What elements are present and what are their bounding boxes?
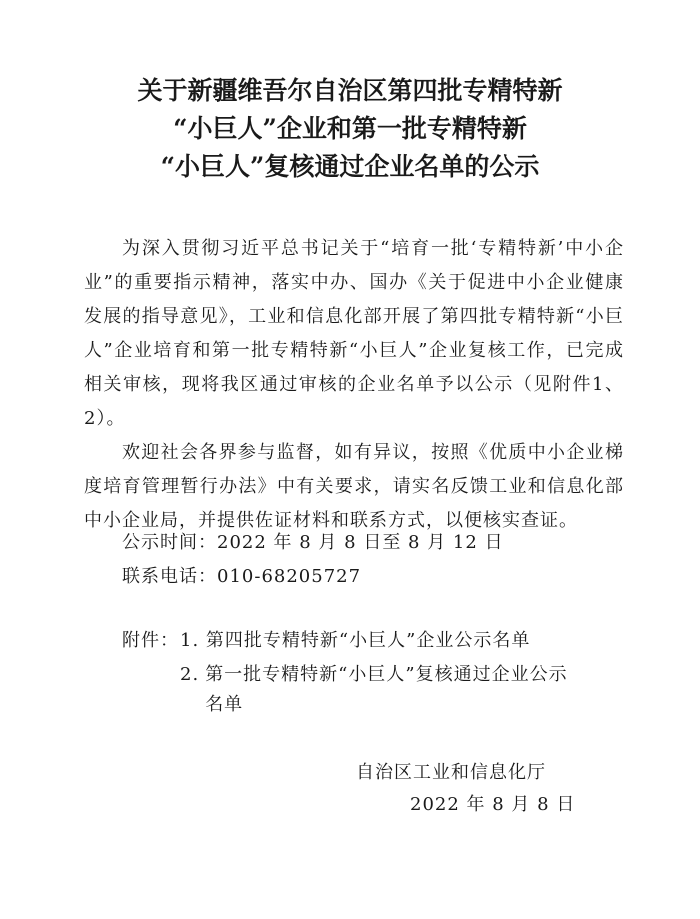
paragraph-2-block bbox=[84, 436, 624, 538]
title-line-2: “小巨人”企业和第一批专精特新 bbox=[173, 114, 527, 143]
notice-time: 公示时间：2022 年 8 月 8 日至 8 月 12 日 bbox=[122, 532, 504, 553]
title-line-3: “小巨人”复核通过企业名单的公示 bbox=[160, 152, 540, 181]
paragraph-1-block bbox=[84, 232, 624, 436]
attachment-item-1 bbox=[180, 626, 530, 656]
document-date: 2022 年 8 月 8 日 bbox=[410, 794, 576, 815]
signer: 自治区工业和信息化厅 bbox=[356, 762, 546, 783]
paragraph-1: 为深入贯彻习近平总书记关于“培育一批‘专精特新’中小企业”的重要指示精神，落实中办、国办《关于促进中小企业健康发展的指导意见》，工业和信息化部开展了第四批专精特新“小巨人”企业培育和第一批专精特新“小巨人”企业复核工作，已完成相关审核，现将我区通过审核的企业名单予以公示（见附件1、2）。 bbox=[84, 238, 624, 429]
paragraph-2: 欢迎社会各界参与监督，如有异议，按照《优质中小企业梯度培育管理暂行办法》中有关要求，请实名反馈工业和信息化部中小企业局，并提供佐证材料和联系方式，以便核实查证。 bbox=[84, 442, 624, 531]
attachments-label: 附件： bbox=[122, 630, 179, 651]
contact-phone: 联系电话：010-68205727 bbox=[122, 566, 362, 587]
attachment-1-text: 第四批专精特新“小巨人”企业公示名单 bbox=[205, 630, 531, 651]
title-line-1: 关于新疆维吾尔自治区第四批专精特新 bbox=[137, 76, 563, 105]
attachment-1-number: 1. bbox=[180, 630, 200, 651]
attachment-2-number: 2. bbox=[180, 664, 200, 685]
document-title bbox=[0, 72, 700, 186]
attachment-item-2 bbox=[180, 660, 600, 720]
attachment-2-text: 第一批专精特新“小巨人”复核通过企业公示名单 bbox=[205, 664, 568, 715]
